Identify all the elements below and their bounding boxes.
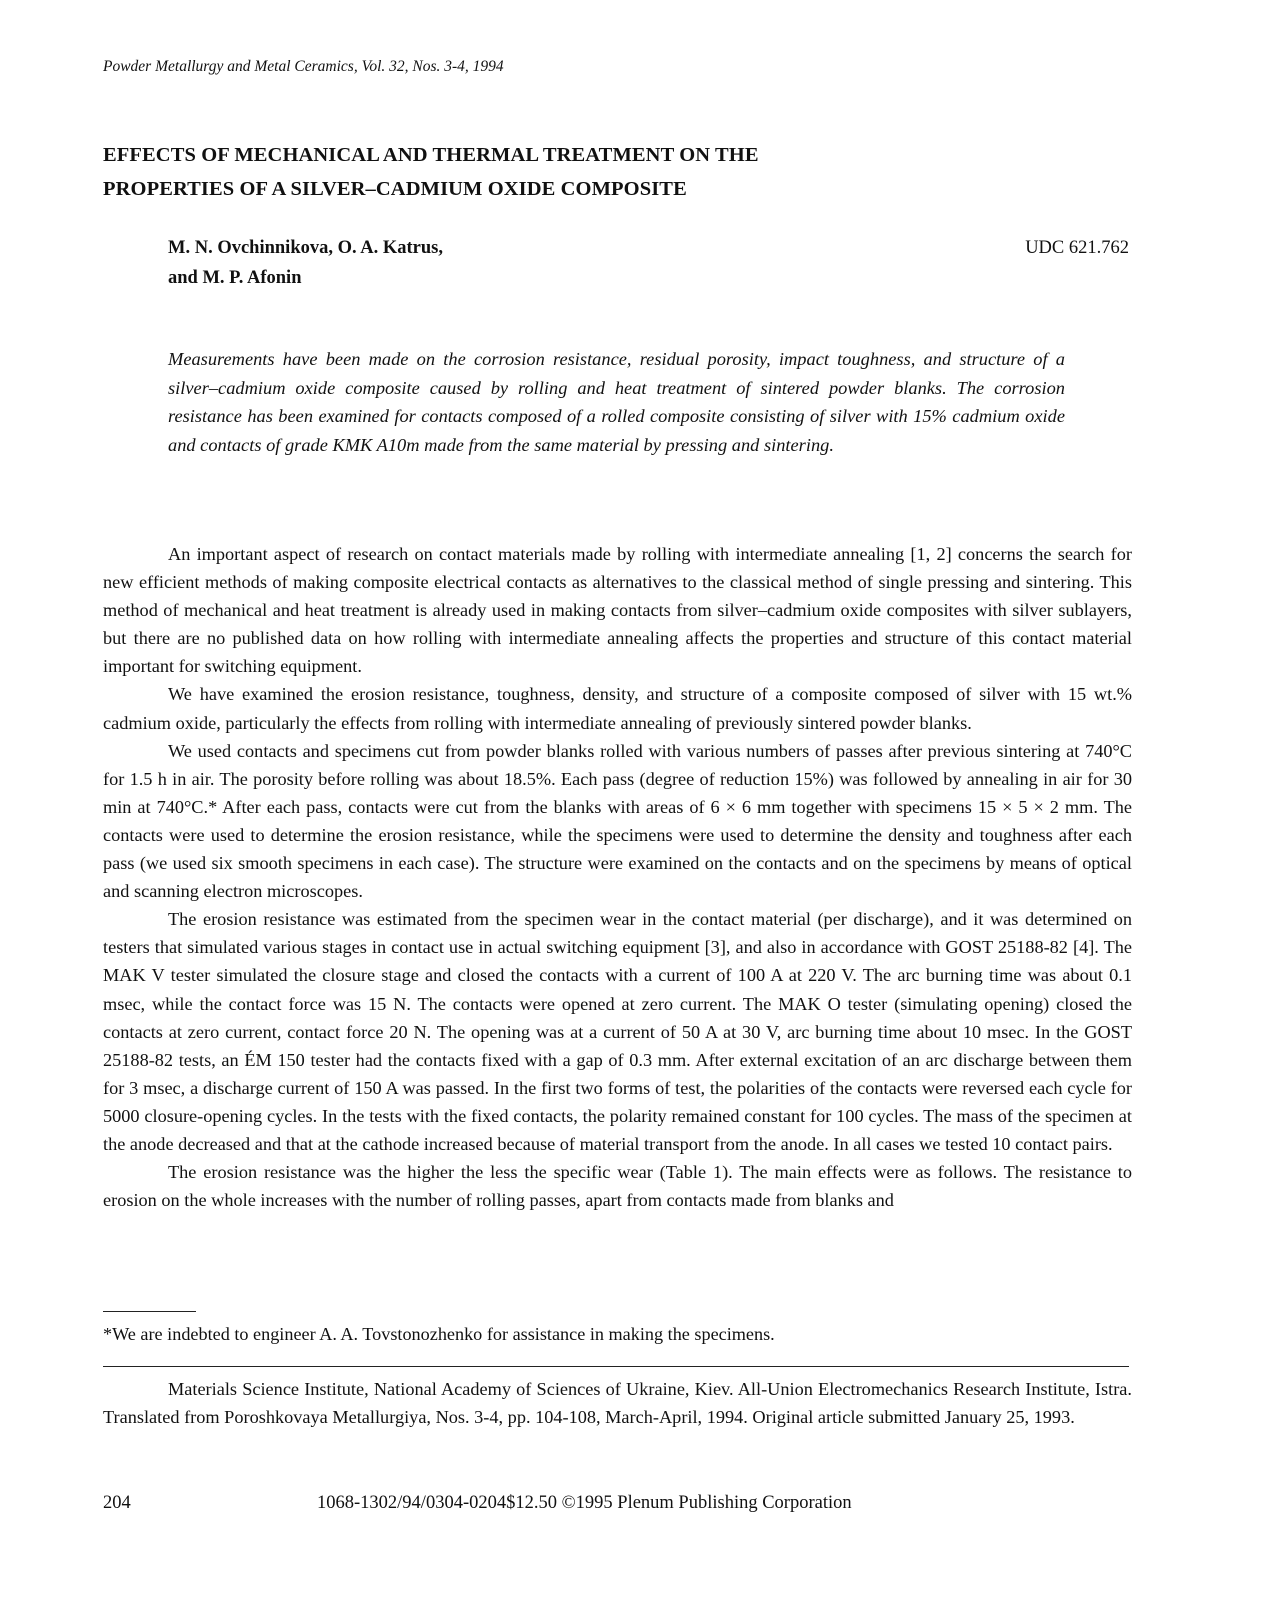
article-title-line-1: EFFECTS OF MECHANICAL AND THERMAL TREATMENT ON THE xyxy=(103,144,759,166)
copyright-line: 1068-1302/94/0304-0204$12.50 ©1995 Plenum Publishing Corporation xyxy=(317,1493,852,1513)
abstract: Measurements have been made on the corrosion resistance, residual porosity, impact toughness, and structure of a silver–cadmium oxide composite caused by rolling and heat treatment of sintered powder blanks. The corrosion resistance has been examined for contacts composed of a rolled composite consisting of silver with 15% cadmium oxide and contacts of grade KMK A10m made from the same material by pressing and sintering. xyxy=(168,349,1065,455)
body-paragraph: The erosion resistance was estimated from the specimen wear in the contact material (per discharge), and it was determined on testers that simulated various stages in contact use in actual switching equipment [3], and also in accordance with GOST 25188-82 [4]. The MAK V tester simulated the closure stage and closed the contacts with a current of 100 A at 220 V. The arc burning time was about 0.1 msec, while the contact force was 15 N. The contacts were opened at zero current. The MAK O tester (simulating opening) closed the contacts at zero current, contact force 20 N. The opening was at a current of 50 A at 30 V, arc burning time about 10 msec. In the GOST 25188-82 tests, an ÉM 150 tester had the contacts fixed with a gap of 0.3 mm. After external excitation of an arc discharge between them for 3 msec, a discharge current of 150 A was passed. In the first two forms of test, the polarities of the contacts were reversed each cycle for 5000 closure-opening cycles. In the tests with the fixed contacts, the polarity remained constant for 100 cycles. The mass of the specimen at the anode decreased and that at the cathode increased because of material transport from the anode. In all cases we tested 10 contact pairs. xyxy=(103,909,1132,1154)
body-paragraph: We have examined the erosion resistance, toughness, density, and structure of a composite composed of silver with 15 wt.% cadmium oxide, particularly the effects from rolling with intermediate annealing of previously sintered powder blanks. xyxy=(103,684,1132,733)
body-paragraph: An important aspect of research on contact materials made by rolling with intermediate annealing [1, 2] concerns the search for new efficient methods of making composite electrical contacts as alternatives to the classical method of single pressing and sintering. This method of mechanical and heat treatment is already used in making contacts from silver–cadmium oxide composites with silver sublayers, but there are no published data on how rolling with intermediate annealing affects the properties and structure of this contact material important for switching equipment. xyxy=(103,544,1132,677)
author-line-2: and M. P. Afonin xyxy=(168,268,302,288)
author-list xyxy=(168,233,443,293)
article-title-line-2: PROPERTIES OF A SILVER–CADMIUM OXIDE COMPOSITE xyxy=(103,178,687,200)
body-paragraph: The erosion resistance was the higher the less the specific wear (Table 1). The main effects were as follows. The resistance to erosion on the whole increases with the number of rolling passes, apart from contacts made from blanks and xyxy=(103,1162,1132,1211)
udc-code: UDC 621.762 xyxy=(1025,238,1129,258)
footnote: *We are indebted to engineer A. A. Tovstonozhenko for assistance in making the specimens. xyxy=(103,1324,775,1344)
body-text xyxy=(103,540,1132,1214)
article-title xyxy=(103,138,1003,206)
affiliation-note: Materials Science Institute, National Academy of Sciences of Ukraine, Kiev. All-Union Electromechanics Research Institute, Istra. Translated from Poroshkovaya Metallurgiya, Nos. 3-4, pp. 104-108, March-April, 1994. Original article submitted January 25, 1993. xyxy=(103,1379,1132,1427)
page-number: 204 xyxy=(103,1493,131,1513)
footnote-divider xyxy=(103,1311,196,1312)
author-line-1: M. N. Ovchinnikova, O. A. Katrus, xyxy=(168,238,443,258)
body-paragraph: We used contacts and specimens cut from powder blanks rolled with various numbers of passes after previous sintering at 740°C for 1.5 h in air. The porosity before rolling was about 18.5%. Each pass (degree of reduction 15%) was followed by annealing in air for 30 min at 740°C.* After each pass, contacts were cut from the blanks with areas of 6 × 6 mm together with specimens 15 × 5 × 2 mm. The contacts were used to determine the erosion resistance, while the specimens were used to determine the density and toughness after each pass (we used six smooth specimens in each case). The structure were examined on the contacts and on the specimens by means of optical and scanning electron microscopes. xyxy=(103,740,1132,902)
journal-citation: Powder Metallurgy and Metal Ceramics, Vol. 32, Nos. 3-4, 1994 xyxy=(103,58,504,75)
affiliation-divider xyxy=(103,1366,1129,1367)
